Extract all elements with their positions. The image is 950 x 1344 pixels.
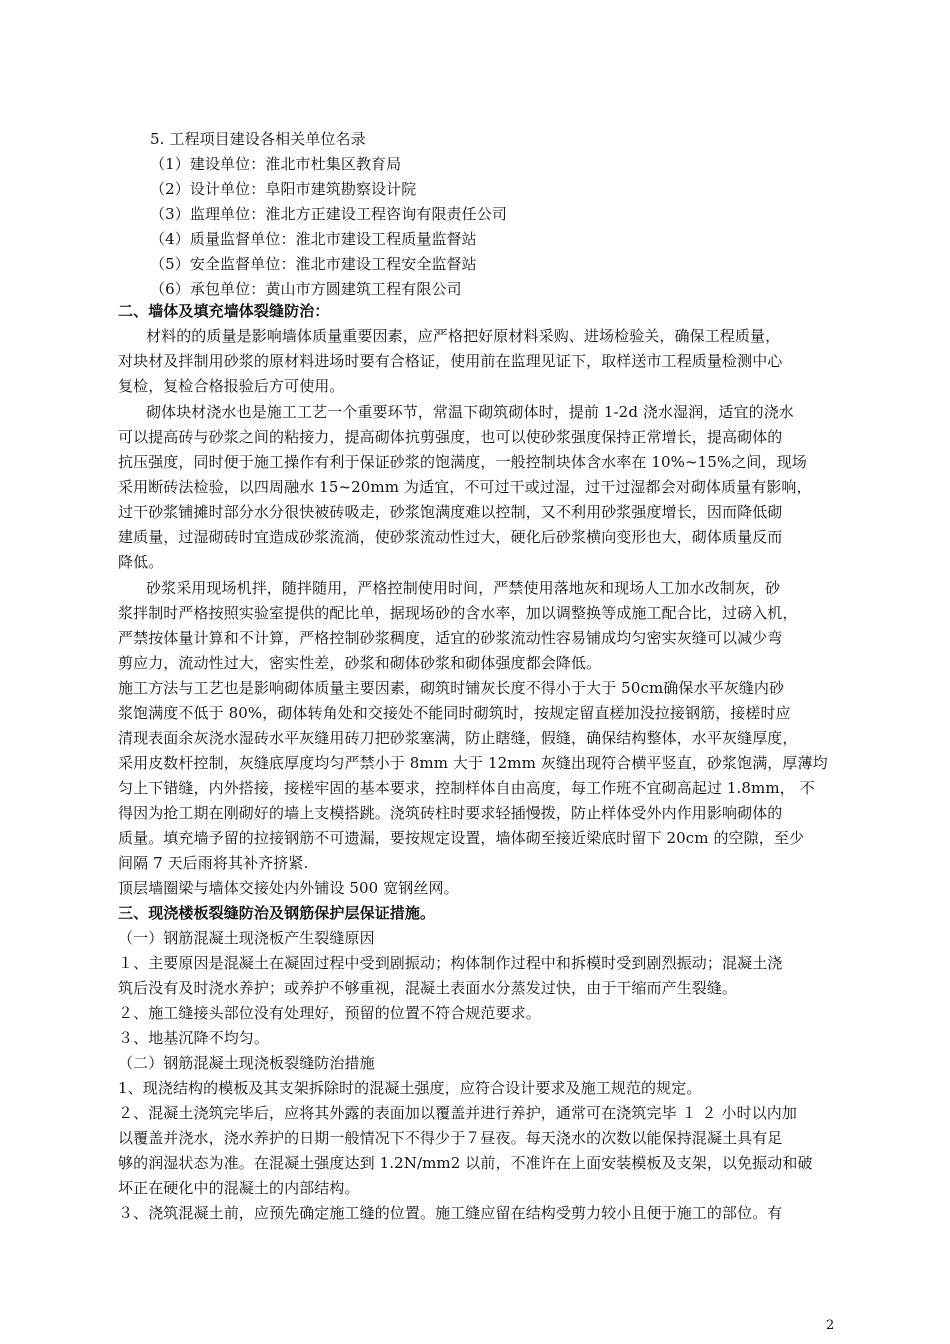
paragraph-line: ３、地基沉降不均匀。 [118, 1029, 270, 1047]
paragraph-line: ２、施工缝接头部位没有处理好，预留的位置不符合规范要求。 [118, 1004, 541, 1022]
paragraph-line: 可以提高砖与砂浆之间的粘接力，提高砌体抗剪强度，也可以使砂浆强度保持正常增长，提高砌体的 [118, 428, 783, 446]
subsection-heading: （二）钢筋混凝土现浇板裂缝防治措施 [118, 1054, 375, 1072]
unit-item: （6）承包单位：黄山市方圆建筑工程有限公司 [150, 280, 462, 298]
paragraph-line: 对块材及拌制用砂浆的原材料进场时要有合格证，使用前在监理见证下，取样送市工程质量检测中心 [118, 352, 783, 370]
section5-title: 5. 工程项目建设各相关单位名录 [150, 130, 366, 148]
paragraph-line: 砂浆采用现场机拌，随拌随用，严格控制使用时间，严禁使用落地灰和现场人工加水改制灰，砂 [146, 579, 781, 597]
paragraph-line: 剪应力，流动性过大，密实性差，砂浆和砌体砂浆和砌体强度都会降低。 [118, 654, 602, 672]
paragraph-line: ２、混凝土浇筑完毕后，应将其外露的表面加以覆盖并进行养护，通常可在浇筑完毕 １ ２ 小时以内加 [118, 1104, 798, 1122]
paragraph-line: 浆拌制时严格按照实验室提供的配比单，据现场砂的含水率，加以调整换等成施工配合比，过磅入机， [118, 604, 798, 622]
subsection-heading: （一）钢筋混凝土现浇板产生裂缝原因 [118, 929, 375, 947]
paragraph-line: 浆饱满度不低于 80%，砌体转角处和交接处不能同时砌筑时，按规定留直槎加没拉接钢筋，接槎时应 [118, 704, 791, 722]
page-number: 2 [826, 1318, 835, 1333]
paragraph-line: 1、现浇结构的模板及其支架拆除时的混凝土强度，应符合设计要求及施工规范的规定。 [118, 1079, 702, 1097]
unit-item: （3）监理单位：淮北方正建设工程咨询有限责任公司 [150, 205, 507, 223]
paragraph-line: 顶层墙圈梁与墙体交接处内外铺设 500 宽钢丝网。 [118, 879, 459, 897]
unit-item: （4）质量监督单位：淮北市建设工程质量监督站 [150, 230, 477, 248]
paragraph-line: 复检，复检合格报验后方可使用。 [118, 377, 345, 395]
paragraph-line: 砌体块材浇水也是施工工艺一个重要环节，常温下砌筑砌体时，提前 1-2d 浇水湿润，适宜的浇水 [146, 403, 794, 421]
paragraph-line: 够的润湿状态为准。在混凝土强度达到 1.2N/mm2 以前，不准许在上面安装模板及支架，以免振动和破 [118, 1154, 813, 1172]
paragraph-line: 以覆盖并浇水，浇水养护的日期一般情况下不得少于７昼夜。每天浇水的次数以能保持混凝土具有足 [118, 1129, 783, 1147]
paragraph-line: 坏正在硬化中的混凝土的内部结构。 [118, 1179, 360, 1197]
paragraph-line: 采用断砖法检验，以四周融水 15~20mm 为适宜，不可过干或过湿，过干过湿都会对砌体质量有影响， [118, 478, 812, 496]
paragraph-line: 得因为抢工期在刚砌好的墙上支模搭跳。浇筑砖柱时要求轻插慢拨，防止样体受外内作用影响砌体的 [118, 804, 783, 822]
paragraph-line: 匀上下错缝，内外搭接，接槎牢固的基本要求，控制样体自由高度，每工作班不宜砌高起过 1.8mm， 不 [118, 779, 815, 797]
paragraph-line: 采用皮数杆控制，灰缝底厚度均匀严禁小于 8mm 大于 12mm 灰缝出现符合横平竖直，砂浆饱满，厚薄均 [118, 754, 828, 772]
section2-heading: 二、墙体及填充墙体裂缝防治： [118, 302, 330, 320]
paragraph-line: 施工方法与工艺也是影响砌体质量主要因素，砌筑时铺灰长度不得小于大于 50cm确保水平灰缝内砂 [118, 679, 785, 697]
paragraph-line: 抗压强度，同时便于施工操作有利于保证砂浆的饱满度，一般控制块体含水率在 10%~15%之间，现场 [118, 453, 807, 471]
paragraph-line: ３、浇筑混凝土前，应预先确定施工缝的位置。施工缝应留在结构受剪力较小且便于施工的部位。有 [118, 1204, 783, 1222]
paragraph-line: 过干砂浆铺摊时部分水分很快被砖吸走，砂浆饱满度难以控制，又不利用砂浆强度增长，因而降低砌 [118, 503, 783, 521]
unit-item: （1）建设单位：淮北市杜集区教育局 [150, 155, 402, 173]
paragraph-line: 筑后没有及时浇水养护；或养护不够重视，混凝土表面水分蒸发过快，由于干缩而产生裂缝。 [118, 979, 738, 997]
paragraph-line: １、主要原因是混凝土在凝固过程中受到剧振动；构体制作过程中和拆模时受到剧烈振动；混凝土浇 [118, 954, 783, 972]
section3-heading: 三、现浇楼板裂缝防治及钢筋保护层保证措施。 [118, 904, 436, 922]
paragraph-line: 严禁按体量计算和不计算，严格控制砂浆稠度，适宜的砂浆流动性容易铺成均匀密实灰缝可以减少弯 [118, 629, 783, 647]
unit-item: （5）安全监督单位：淮北市建设工程安全监督站 [150, 255, 477, 273]
paragraph-line: 质量。填充墙予留的拉接钢筋不可遗漏，要按规定设置，墙体砌至接近梁底时留下 20cm 的空隙，至少 [118, 829, 805, 847]
paragraph-line: 建质量，过湿砌砖时宜造成砂浆流淌，使砂浆流动性过大，硬化后砂浆横向变形也大，砌体质量反而 [118, 528, 783, 546]
unit-item: （2）设计单位：阜阳市建筑勘察设计院 [150, 180, 417, 198]
paragraph-line: 降低。 [118, 553, 164, 571]
paragraph-line: 清现表面余灰浇水湿砖水平灰缝用砖刀把砂浆塞满，防止瞎缝，假缝，确保结构整体，水平灰缝厚度， [118, 729, 798, 747]
paragraph-line: 材料的的质量是影响墙体质量重要因素，应严格把好原材料采购、进场检验关，确保工程质量， [146, 327, 781, 345]
paragraph-line: 间隔 7 天后雨将其补齐挤紧. [118, 854, 309, 872]
